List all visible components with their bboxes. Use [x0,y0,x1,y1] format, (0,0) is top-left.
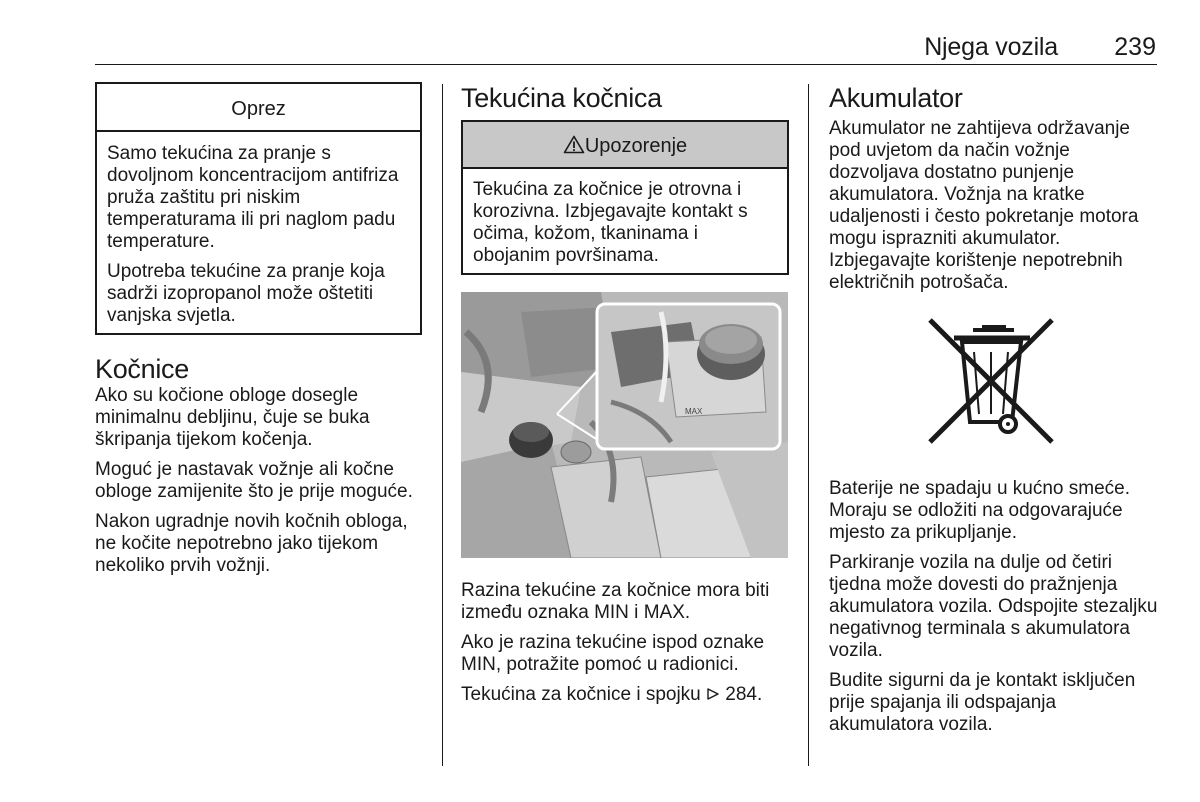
body-paragraph [461,684,789,706]
text-run: , potražite pomoć u radionici. [495,654,739,675]
crossed-out-bin-icon [926,316,1056,456]
text-run: i [628,602,644,623]
min-marker: MIN [461,654,496,675]
body-paragraph: Akumulator ne zahtijeva održavanje pod uvjetom da način vožnje dozvoljava dostatno punjenje akumulatora. Vožnja na kratke udaljenosti i često pokretanje motora mogu isprazniti akumulator. Izbjegavajte korištenje nepotrebnih električnih potrošača. [829,118,1139,293]
text-run: Ako je razina tekućine ispod oznake [461,632,765,653]
column-divider-left [442,84,443,766]
body-paragraph: Moguć je nastavak vožnje ali kočne obloge zamijenite što je prije moguće. [95,459,413,502]
caution-paragraph: Samo tekućina za pranje s dovoljnom koncentracijom antifriza pruža zaštitu pri niskim temperaturama ili pri naglom padu temperature. [107,143,399,252]
warning-body: Tekućina za kočnice je otrovna i korozivna. Izbjegavajte kontakt s očima, kožom, tkaninama i obojanim površinama. [473,179,748,266]
caution-box [95,82,422,335]
header-divider [95,64,1157,65]
body-paragraph: Budite sigurni da je kontakt isključen prije spajanja ili odspajanja akumulatora vozila. [829,670,1136,735]
body-paragraph [461,580,789,624]
caution-title: Oprez [97,84,420,132]
right-column [829,82,1159,744]
brake-fluid-reservoir-photo [461,292,788,558]
section-heading-brake-fluid: Tekućina kočnica [461,83,662,113]
page-reference-link[interactable]: 284 [725,684,757,705]
text-run: Razina tekućine za kočnice mora biti između oznaka [461,580,770,623]
warning-triangle-icon [563,135,585,154]
body-paragraph [461,632,789,676]
warning-box [461,120,789,275]
min-marker: MIN [594,602,629,623]
body-paragraph: Ako su kočione obloge dosegle minimalnu debljinu, čuje se buka škripanja tijekom kočenja. [95,385,370,450]
middle-column [461,82,789,714]
caution-body [97,132,420,333]
page-number: 239 [1114,33,1156,61]
column-divider-right [808,84,809,766]
warning-header [463,122,787,169]
section-heading-battery: Akumulator [829,83,963,113]
warning-title: Upozorenje [584,135,688,157]
page-header-title: Njega vozila [924,33,1058,61]
body-paragraph: Baterije ne spadaju u kućno smeće. Moraju se odložiti na odgovarajuće mjesto za prikupljanje. [829,478,1131,543]
text-run: . [684,602,691,623]
page-reference-icon [706,687,720,701]
body-paragraph: Nakon ugradnje novih kočnih obloga, ne kočite nepotrebno jako tijekom nekoliko prvih vožnji. [95,511,408,576]
left-column [95,82,422,585]
text-run: . [757,684,763,705]
max-marker: MAX [643,602,685,623]
text-run: Tekućina za kočnice i spojku [461,684,707,705]
caution-paragraph: Upotreba tekućine za pranje koja sadrži izopropanol može oštetiti vanjska svjetla. [107,261,385,326]
photo-max-label: MAX [685,407,703,416]
section-heading-brakes: Kočnice [95,354,189,384]
body-paragraph: Parkiranje vozila na dulje od četiri tjedna može dovesti do pražnjenja akumulatora vozila. Odspojite stezaljku negativnog terminala s akumulatora vozila. [829,552,1158,661]
